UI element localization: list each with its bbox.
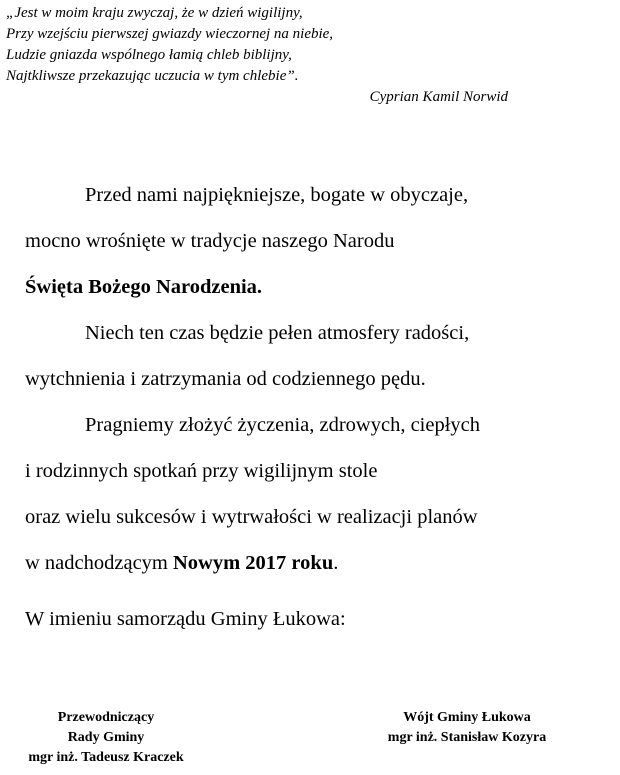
poem-line-3: Ludzie gniazda wspólnego łamią chleb biblijny, (6, 47, 292, 63)
paragraph-3-line-4-start: w nadchodzącym (25, 552, 173, 574)
letter-body (25, 172, 615, 642)
paragraph-3-line-2: i rodzinnych spotkań przy wigilijnym stole (25, 460, 378, 482)
paragraph-2-line-1: Niech ten czas będzie pełen atmosfery radości, (85, 322, 470, 344)
signature-left-name: mgr inż. Tadeusz Kraczek (28, 750, 184, 765)
paragraph-1-line-2: mocno wrośnięte w tradycje naszego Narodu (25, 230, 395, 252)
paragraph-1-line-3: Święta Bożego Narodzenia. (25, 276, 263, 298)
signature-right-name: mgr inż. Stanisław Kozyra (387, 730, 547, 745)
poem-line-4: Najtkliwsze przekazując uczucia w tym chlebie”. (6, 68, 299, 84)
signature-left-title-1: Przewodniczący (57, 710, 155, 725)
paragraph-3-line-3: oraz wielu sukcesów i wytrwałości w realizacji planów (25, 506, 478, 528)
poem-line-2: Przy wzejściu pierwszej gwiazdy wieczornej na niebie, (6, 26, 334, 42)
poem-author: Cyprian Kamil Norwid (369, 89, 508, 105)
new-year-bold: Nowym 2017 roku (173, 552, 334, 574)
paragraph-3-line-1: Pragniemy złożyć życzenia, zdrowych, ciepłych (85, 414, 481, 436)
poem-quote (6, 3, 546, 108)
paragraph-1-line-1: Przed nami najpiękniejsze, bogate w obyczaje, (85, 184, 469, 206)
signature-right (362, 708, 572, 748)
closing-line: W imieniu samorządu Gminy Łukowa: (25, 608, 346, 630)
paragraph-2-line-2: wytchnienia i zatrzymania od codziennego pędu. (25, 368, 426, 390)
signature-left-title-2: Rady Gminy (67, 730, 145, 745)
paragraph-3-line-4-end: . (333, 552, 339, 574)
signature-left (6, 708, 206, 768)
paragraph-3-line-4 (25, 540, 615, 586)
signature-right-title-1: Wójt Gminy Łukowa (403, 710, 531, 725)
poem-line-1: „Jest w moim kraju zwyczaj, że w dzień wigilijny, (6, 5, 303, 21)
